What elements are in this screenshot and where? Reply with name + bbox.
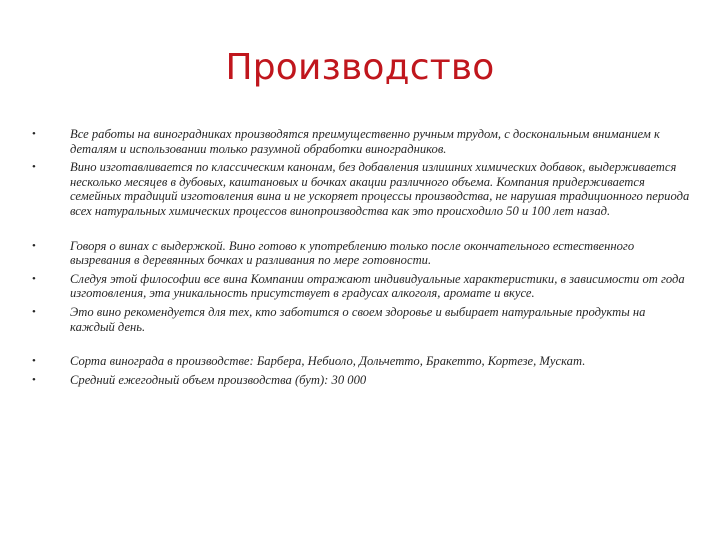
list-item-text: Вино изготавливается по классическим канонам, без добавления излишних химических добавок, выдерживается несколько месяцев в дубовых, каштановых и бочках акации различного объема. Компания придерживается семейных традиций изготовления вина и не ускоряет процессы производства, не нарушая традиционного периода всех натуральных химических процессов винопроизводства как это происходило 50 и 100 лет назад. [70,160,690,218]
list-item [28,272,692,301]
bullet-list [28,127,692,387]
list-item [28,239,692,268]
bullet-icon: • [32,373,36,386]
bullet-icon: • [32,161,36,174]
slide-title: Производство [225,47,495,88]
list-item-text: Это вино рекомендуется для тех, кто заботится о своем здоровье и выбирает натуральные продукты на каждый день. [70,304,646,334]
list-item [28,373,692,388]
list-item-text: Средний ежегодный объем производства (бут): 30 000 [70,372,367,387]
list-item [28,354,692,369]
list-item [28,305,692,334]
list-item-text: Говоря о винах с выдержкой. Вино готово к употреблению только после окончательного естественного вызревания в деревянных бочках и разливания по мере готовности. [70,238,635,268]
bullet-icon: • [32,305,36,318]
list-item-text: Следуя этой философии все вина Компании отражают индивидуальные характеристики, в зависимости от года изготовления, эта уникальность присутствует в градусах алкоголя, аромате и вкусе. [70,271,685,301]
list-item [28,127,692,156]
bullet-icon: • [32,272,36,285]
list-item-text: Сорта винограда в производстве: Барбера, Небиоло, Дольчетто, Бракетто, Кортезе, Мускат. [70,354,586,369]
bullet-icon: • [32,355,36,368]
list-item-text: Все работы на виноградниках производятся преимущественно ручным трудом, с доскональным вниманием к деталям и использовании только разумной обработки виноградников. [70,127,660,156]
bullet-icon: • [32,239,36,252]
list-item [28,160,692,218]
bullet-icon: • [32,128,36,140]
